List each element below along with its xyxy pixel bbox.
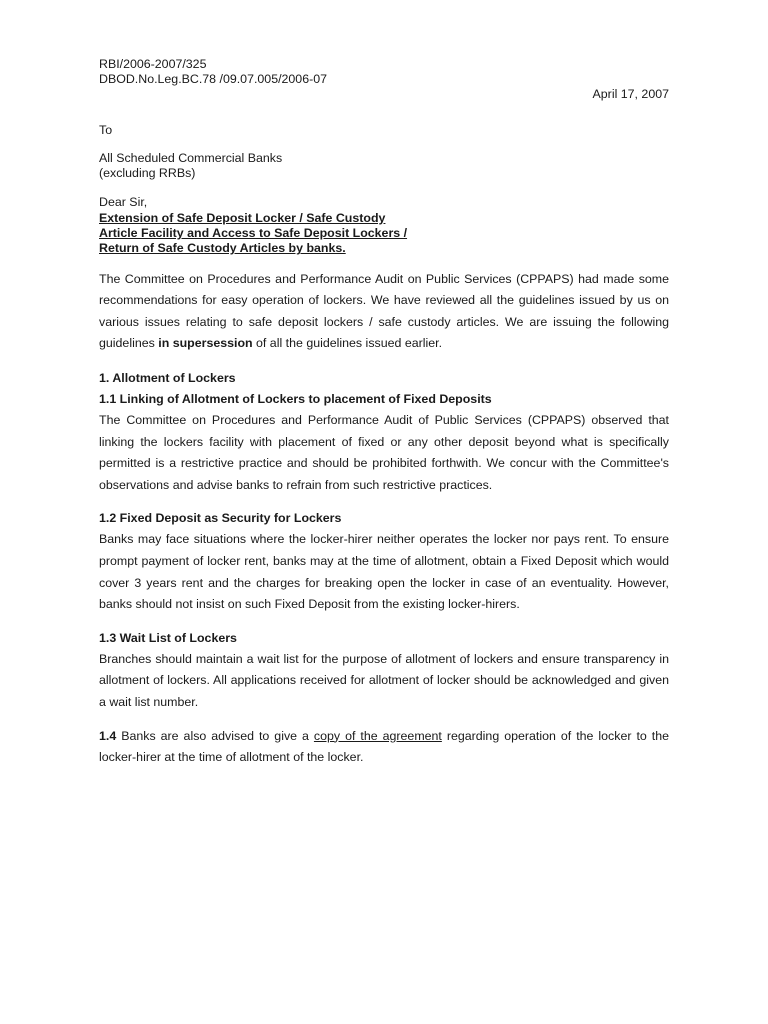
- section-1-1-heading: 1.1 Linking of Allotment of Lockers to placement of Fixed Deposits: [99, 391, 492, 406]
- addressee-block: [99, 151, 669, 181]
- agreement-copy-text: copy of the agreement: [313, 728, 442, 743]
- addressee-line-1: All Scheduled Commercial Banks: [99, 151, 283, 165]
- circular-number: DBOD.No.Leg.BC.78 /09.07.005/2006-07: [99, 72, 327, 86]
- addressee-line-2: (excluding RRBs): [99, 166, 196, 180]
- intro-text-end: of all the guidelines issued earlier.: [252, 336, 443, 351]
- subject-line-2: Article Facility and Access to Safe Deposit Lockers /: [99, 226, 408, 241]
- letter-date: April 17, 2007: [592, 87, 669, 101]
- section-1-4-number: 1.4: [99, 728, 117, 743]
- section-1-4-text-start: Banks are also advised to give a: [116, 728, 314, 743]
- section-1-4-text-end: regarding operation of the locker to the locker-hirer at the time of allotment of the locker.: [99, 728, 670, 765]
- section-1-4-paragraph: [99, 726, 669, 769]
- section-1-2-body: Banks may face situations where the locker-hirer neither operates the locker nor pays rent. To ensure prompt payment of locker rent, banks may at the time of allotment, obtain a Fixed Deposit which would cover 3 years rent and the charges for breaking open the locker in case of an eventuality. However, banks should not insist on such Fixed Deposit from the existing locker-hirers.: [99, 532, 669, 612]
- to-label: To: [99, 123, 113, 137]
- intro-paragraph: [99, 269, 669, 355]
- letter-page: [99, 57, 669, 769]
- subject-block: [99, 211, 669, 257]
- reference-number: RBI/2006-2007/325: [99, 57, 207, 71]
- salutation: Dear Sir,: [99, 195, 148, 209]
- intro-text-start: The Committee on Procedures and Performance Audit on Public Services (CPPAPS) had made some recommendations for easy operation of lockers. We have reviewed all the guidelines issued by us on various issues relating to safe deposit lockers / safe custody articles. We are issuing the following guidelines: [99, 271, 669, 351]
- section-1-3-body: Branches should maintain a wait list for the purpose of allotment of lockers and ensure transparency in allotment of lockers. All applications received for allotment of locker should be acknowledged and given a wait list number.: [99, 651, 669, 709]
- intro-bold-text: in supersession: [158, 336, 253, 351]
- subject-line-1: Extension of Safe Deposit Locker / Safe Custody: [99, 211, 386, 225]
- section-1-1-body: The Committee on Procedures and Performance Audit of Public Services (CPPAPS) observed that linking the lockers facility with placement of fixed or any other deposit beyond what is specifically permitted is a restrictive practice and should be prohibited forthwith. We concur with the Committee's observations and advise banks to refrain from such restrictive practices.: [99, 412, 669, 492]
- subject-line-3: Return of Safe Custody Articles by banks.: [99, 241, 346, 256]
- section-1-2-heading: 1.2 Fixed Deposit as Security for Lockers: [99, 511, 342, 526]
- section-1-3-heading: 1.3 Wait List of Lockers: [99, 630, 237, 645]
- section-1-heading: 1. Allotment of Lockers: [99, 370, 236, 385]
